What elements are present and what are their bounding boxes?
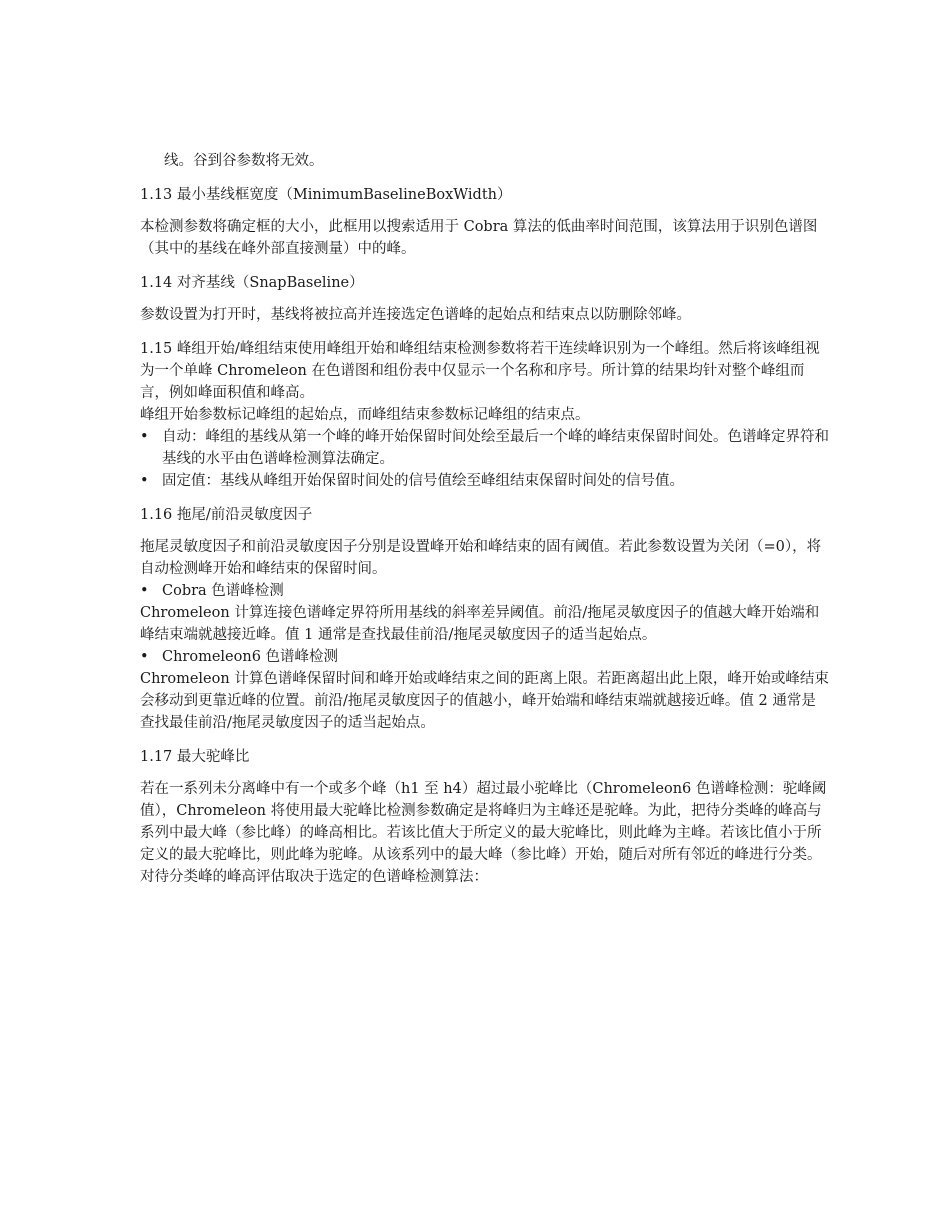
cobra-body: Chromeleon 计算连接色谱峰定界符所用基线的斜率差异阈值。前沿/拖尾灵敏度因子的值越大峰开始端和峰结束端就越接近峰。值 1 通常是查找最佳前沿/拖尾灵敏度因子的适当起始点。 — [140, 605, 820, 643]
bullet-item — [140, 580, 830, 602]
bullet-text: Chromeleon6 色谱峰检测 — [162, 649, 339, 665]
section-1-16-title: 1.16 拖尾/前沿灵敏度因子 — [140, 507, 313, 523]
section-1-17-body: 若在一系列未分离峰中有一个或多个峰（h1 至 h4）超过最小驼峰比（Chromeleon6 色谱峰检测：驼峰阈值），Chromeleon 将使用最大驼峰比检测参数确定是将峰归为主峰还是驼峰。为此，把待分类峰的峰高与系列中最大峰（参比峰）的峰高相比。若该比值大于所定义的最大驼峰比，则此峰为主峰。若该比值小于所定义的最大驼峰比，则此峰为驼峰。从该系列中的最大峰（参比峰）开始，随后对所有邻近的峰进行分类。对待分类峰的峰高评估取决于选定的色谱峰检测算法： — [140, 781, 827, 885]
bullet-item — [140, 426, 830, 470]
section-1-14-body: 参数设置为打开时，基线将被拉高并连接选定色谱峰的起始点和结束点以防删除邻峰。 — [140, 307, 691, 323]
bullet-item — [140, 470, 830, 492]
section-1-14-title: 1.14 对齐基线（SnapBaseline） — [140, 275, 364, 291]
section-1-15-line2: 峰组开始参数标记峰组的起始点，而峰组结束参数标记峰组的结束点。 — [140, 407, 590, 423]
bullet-icon: • — [140, 429, 149, 445]
section-1-15-lead: 1.15 峰组开始/峰组结束使用峰组开始和峰组结束检测参数将若干连续峰识别为一个峰组。然后将该峰组视为一个单峰 Chromeleon 在色谱图和组份表中仅显示一个名称和序号。所计算的结果均针对整个峰组而言，例如峰面积值和峰高。 — [140, 341, 820, 401]
bullet-icon: • — [140, 583, 149, 599]
bullet-text: 自动：峰组的基线从第一个峰的峰开始保留时间处绘至最后一个峰的峰结束保留时间处。色谱峰定界符和基线的水平由色谱峰检测算法确定。 — [162, 429, 829, 467]
section-1-17-title: 1.17 最大驼峰比 — [140, 749, 250, 765]
section-1-13-body: 本检测参数将确定框的大小，此框用以搜索适用于 Cobra 算法的低曲率时间范围，该算法用于识别色谱图（其中的基线在峰外部直接测量）中的峰。 — [140, 219, 818, 257]
bullet-text: 固定值：基线从峰组开始保留时间处的信号值绘至峰组结束保留时间处的信号值。 — [162, 473, 684, 489]
continued-text: 线。谷到谷参数将无效。 — [164, 153, 324, 169]
chromeleon6-body: Chromeleon 计算色谱峰保留时间和峰开始或峰结束之间的距离上限。若距离超出此上限，峰开始或峰结束会移动到更靠近峰的位置。前沿/拖尾灵敏度因子的值越小，峰开始端和峰结束端就越接近峰。值 2 通常是查找最佳前沿/拖尾灵敏度因子的适当起始点。 — [140, 671, 829, 731]
section-1-16-body: 拖尾灵敏度因子和前沿灵敏度因子分别是设置峰开始和峰结束的固有阈值。若此参数设置为关闭（=0），将自动检测峰开始和峰结束的保留时间。 — [140, 539, 822, 577]
bullet-text: Cobra 色谱峰检测 — [162, 583, 284, 599]
document-body — [140, 150, 830, 888]
bullet-item — [140, 646, 830, 668]
section-1-13-title: 1.13 最小基线框宽度（MinimumBaselineBoxWidth） — [140, 187, 512, 203]
bullet-icon: • — [140, 649, 149, 665]
bullet-icon: • — [140, 473, 149, 489]
